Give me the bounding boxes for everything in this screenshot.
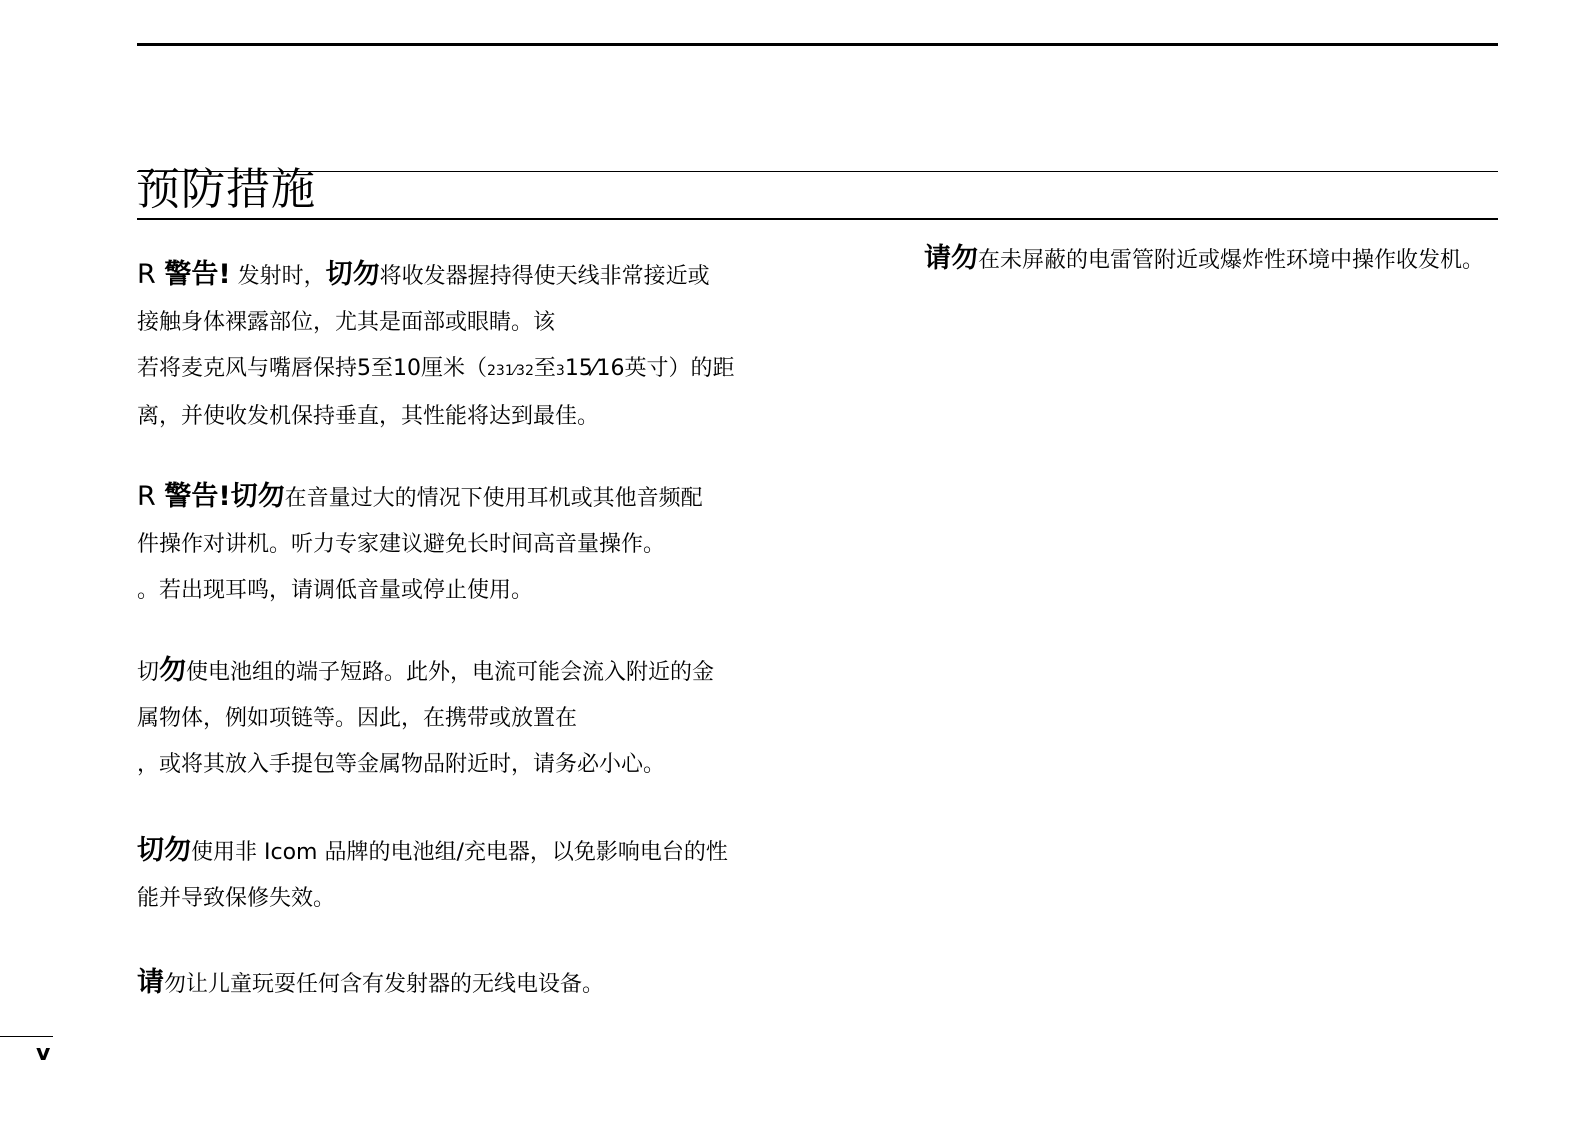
emphasis-text: 勿 <box>159 655 187 686</box>
page-title: 预防措施 <box>136 164 316 215</box>
text-span: 在未屏蔽的电雷管附近或爆炸性环境中操作收发机。 <box>978 248 1485 273</box>
warning-symbol: R <box>137 481 165 512</box>
emphasis-text: 切勿 <box>137 835 191 866</box>
text-line <box>137 828 787 876</box>
text-line: 件操作对讲机。听力专家建议避免长时间高音量操作。 <box>137 532 666 557</box>
precaution-headphones <box>137 474 787 614</box>
text-line: 属物体，例如项链等。因此，在携带或放置在 <box>137 706 578 731</box>
right-column <box>924 236 1564 284</box>
left-column <box>137 252 787 1008</box>
text-line <box>924 236 1564 284</box>
page-number-rule <box>0 1036 53 1037</box>
emphasis-text: 请 <box>137 967 164 998</box>
text-line: ，或将其放入手提包等金属物品附近时，请务必小心。 <box>137 752 666 777</box>
text-span: 在音量过大的情况下使用耳机或其他音频配 <box>284 486 703 511</box>
text-span: 将收发器握持得使天线非常接近或 <box>379 264 710 289</box>
text-line <box>137 648 787 696</box>
text-span: 至 <box>533 356 556 381</box>
text-line: 离，并使收发机保持垂直，其性能将达到最佳。 <box>137 404 600 429</box>
text-line <box>137 960 787 1008</box>
top-rule <box>137 43 1498 46</box>
text-span: 使电池组的端子短路。此外，电流可能会流入附近的金 <box>186 660 715 685</box>
emphasis-text: 切勿 <box>325 259 380 290</box>
text-line: 接触身体裸露部位，尤其是面部或眼睛。该 <box>137 310 556 335</box>
text-span: 若将麦克风与嘴唇保持5至10厘米（ <box>137 356 487 381</box>
precaution-explosive-atmosphere <box>924 236 1564 284</box>
precaution-rf-exposure <box>137 252 787 440</box>
text-line: 。若出现耳鸣，请调低音量或停止使用。 <box>137 578 534 603</box>
emphasis-text: 请勿 <box>924 243 978 274</box>
precaution-children <box>137 960 787 1008</box>
page-number: v <box>36 1041 51 1066</box>
warning-label: 警告! <box>164 259 231 290</box>
text-span: 发射时， <box>230 264 326 289</box>
precaution-non-icom-battery <box>137 828 787 922</box>
text-span: 使用非 Icom 品牌的电池组/充电器，以免影响电台的性 <box>191 840 728 865</box>
warning-symbol: R <box>137 259 165 290</box>
title-rule-bottom <box>137 218 1498 220</box>
text-line <box>137 252 787 300</box>
warning-label: 警告! <box>164 481 231 512</box>
text-line <box>137 346 787 394</box>
title-rule-top <box>137 171 1498 172</box>
fraction-text: 3 <box>555 363 565 379</box>
fraction-text: 231⁄32 <box>487 363 534 379</box>
emphasis-text: 切勿 <box>230 481 285 512</box>
precaution-battery-short <box>137 648 787 788</box>
text-line: 能并导致保修失效。 <box>137 886 336 911</box>
text-span: 15⁄16英寸）的距 <box>564 356 735 381</box>
text-span: 勿让儿童玩耍任何含有发射器的无线电设备。 <box>164 972 605 997</box>
text-span: 切 <box>137 660 160 685</box>
text-line <box>137 474 787 522</box>
